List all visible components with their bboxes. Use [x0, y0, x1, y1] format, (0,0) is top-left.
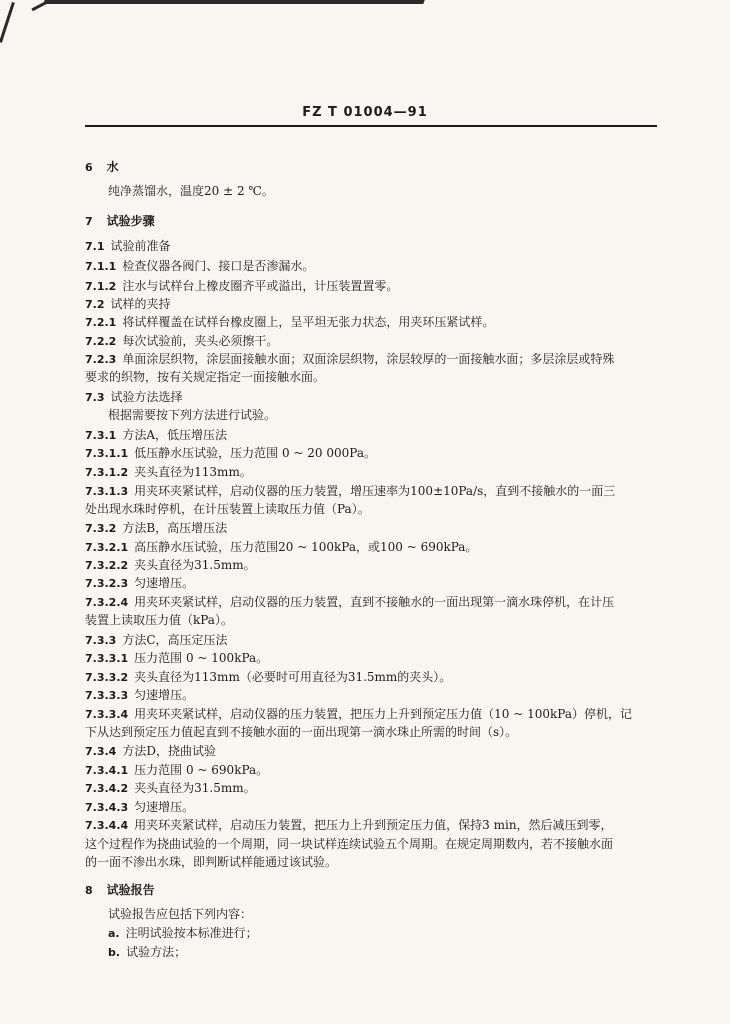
clause-line: 7.1.2 注水与试样台上橡皮圈齐平或溢出，计压装置置零。: [85, 279, 399, 293]
clause-line: 7.3.3.2 夹头直径为113mm（必要时可用直径为31.5mm的夹头）。: [85, 670, 452, 684]
list-item-b: b. 试验方法；: [108, 945, 187, 959]
clause-line: 7.3.2.4 用夹环夹紧试样，启动仪器的压力装置，直到不接触水的一面出现第一滴水珠停机，在计压: [85, 595, 615, 609]
list-item-a: a. 注明试验按本标准进行；: [108, 926, 258, 940]
standard-code-header: FZ T 01004—91: [302, 105, 428, 120]
clause-continuation: 装置上读取压力值（kPa）。: [85, 613, 233, 627]
clause-continuation: 这个过程作为挠曲试验的一个周期，同一块试样连续试验五个周期。在规定周期数内，若不接触水面: [85, 837, 614, 851]
clause-line: 7.3.2.2 夹头直径为31.5mm。: [85, 558, 256, 572]
clause-line: 7.2.3 单面涂层织物，涂层面接触水面；双面涂层织物，涂层较厚的一面接触水面；多层涂层或特殊: [85, 352, 615, 366]
clause-line: 7.3.4 方法D，挠曲试验: [85, 744, 216, 758]
clause-continuation: 根据需要按下列方法进行试验。: [108, 408, 277, 422]
clause-line: 7.3.3.1 压力范围 0 ~ 100kPa。: [85, 651, 269, 665]
clause-line: 7.3.3.4 用夹环夹紧试样，启动仪器的压力装置，把压力上升到预定压力值（10 ~ 100kPa）停机，记: [85, 707, 632, 721]
clause-line: 7.2.1 将试样覆盖在试样台橡皮圈上，呈平坦无张力状态，用夹环压紧试样。: [85, 315, 495, 329]
header-rule: [85, 125, 657, 127]
section-7-heading: 7 试验步骤: [85, 214, 155, 228]
clause-continuation: 的一面不渗出水珠，即判断试样能通过该试验。: [85, 855, 338, 869]
section-6-body: 纯净蒸馏水，温度20 ± 2 ℃。: [108, 184, 274, 198]
clause-line: 7.1.1 检查仪器各阀门、接口是否渗漏水。: [85, 259, 315, 273]
clause-line: 7.3 试验方法选择: [85, 390, 183, 404]
clause-continuation: 试验报告应包括下列内容：: [108, 907, 253, 921]
clause-continuation: 下从达到预定压力值起直到不接触水面的一面出现第一滴水珠止所需的时间（s）。: [85, 725, 518, 739]
clause-line: 7.2 试样的夹持: [85, 297, 171, 311]
section-8-heading: 8 试验报告: [85, 883, 155, 897]
clause-line: 7.2.2 每次试验前，夹头必须擦干。: [85, 334, 279, 348]
clause-line: 7.3.2.3 匀速增压。: [85, 576, 195, 590]
clause-line: 7.3.4.2 夹头直径为31.5mm。: [85, 781, 256, 795]
clause-continuation: 处出现水珠时停机，在计压装置上读取压力值（Pa）。: [85, 502, 370, 516]
clause-line: 7.1 试验前准备: [85, 239, 171, 253]
clause-line: 7.3.1.1 低压静水压试验，压力范围 0 ~ 20 000Pa。: [85, 446, 376, 460]
clause-line: 7.3.4.4 用夹环夹紧试样，启动压力装置，把压力上升到预定压力值，保持3 min，然后减压到零，: [85, 818, 613, 832]
clause-line: 7.3.1.2 夹头直径为113mm。: [85, 465, 252, 479]
clause-line: 7.3.3 方法C，高压定压法: [85, 633, 228, 647]
scan-edge-mark: [43, 0, 424, 4]
section-6-heading: 6 水: [85, 160, 119, 174]
scan-edge-mark: [0, 2, 15, 43]
clause-line: 7.3.1 方法A，低压增压法: [85, 428, 227, 442]
clause-line: 7.3.3.3 匀速增压。: [85, 688, 195, 702]
clause-line: 7.3.4.1 压力范围 0 ~ 690kPa。: [85, 763, 269, 777]
clause-line: 7.3.1.3 用夹环夹紧试样，启动仪器的压力装置，增压速率为100±10Pa/s，直到不接触水的一面三: [85, 484, 616, 498]
clause-line: 7.3.4.3 匀速增压。: [85, 800, 195, 814]
clause-continuation: 要求的织物，按有关规定指定一面接触水面。: [85, 370, 326, 384]
clause-line: 7.3.2 方法B，高压增压法: [85, 521, 228, 535]
clause-line: 7.3.2.1 高压静水压试验，压力范围20 ~ 100kPa，或100 ~ 690kPa。: [85, 540, 478, 554]
